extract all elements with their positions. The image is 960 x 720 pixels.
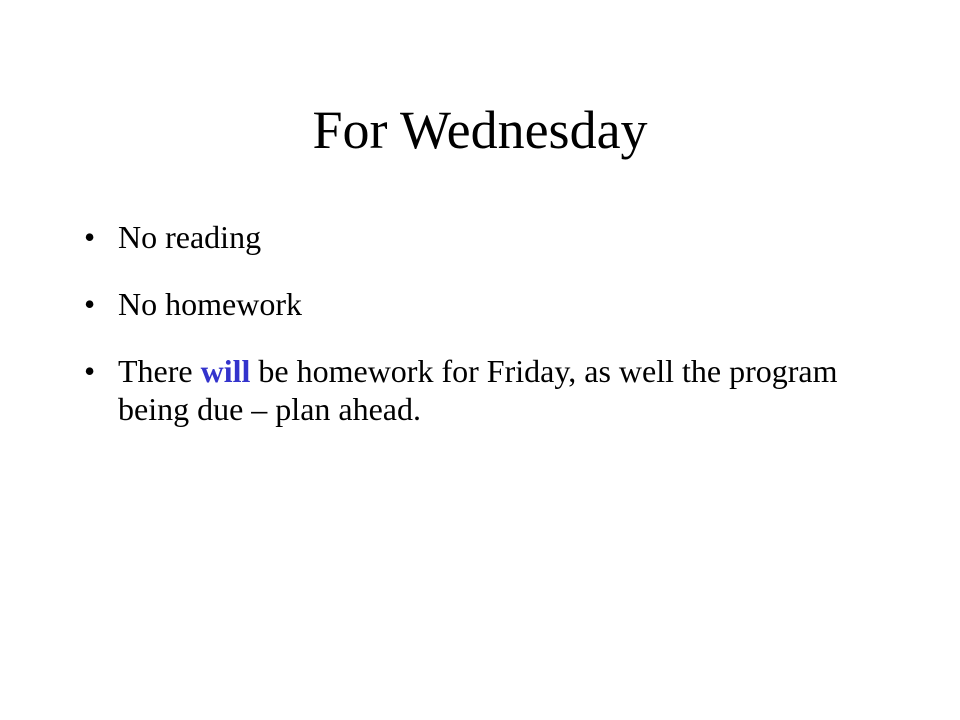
bullet-marker: • xyxy=(84,219,96,255)
bullet-text: No homework xyxy=(118,286,302,322)
bullet-item-no-reading xyxy=(84,218,884,256)
bullet-list xyxy=(84,218,884,457)
emphasized-word: will xyxy=(200,353,251,389)
bullet-item-no-homework xyxy=(84,285,884,323)
bullet-text: No reading xyxy=(118,219,262,255)
bullet-text xyxy=(118,353,837,427)
bullet-marker: • xyxy=(84,286,96,322)
slide-title: For Wednesday xyxy=(312,100,648,160)
bullet-text-before: There xyxy=(118,353,201,389)
bullet-text-after: be homework for Friday, as well the program being due – plan ahead. xyxy=(118,353,838,427)
bullet-marker: • xyxy=(84,353,96,389)
bullet-item-friday-homework xyxy=(84,352,884,428)
